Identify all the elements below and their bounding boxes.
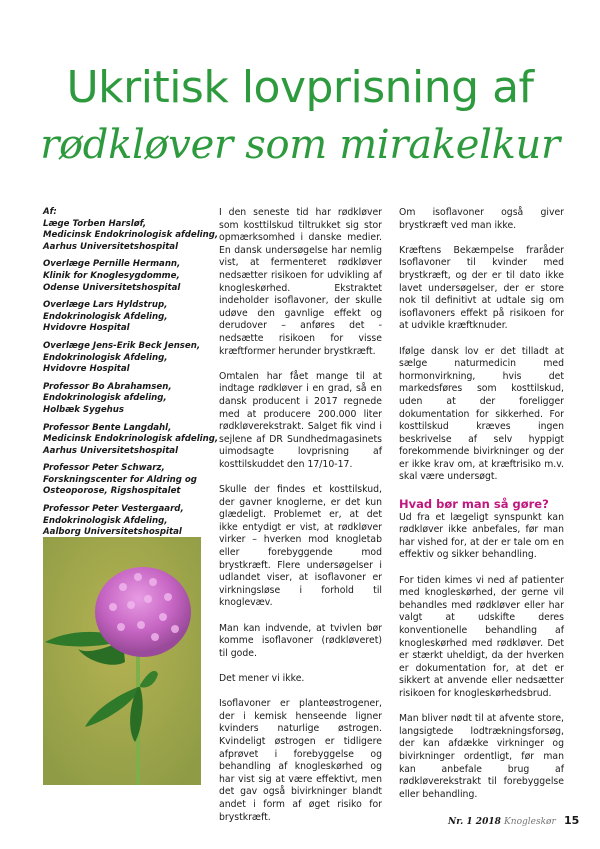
article-column-2 bbox=[219, 207, 382, 837]
red-clover-photo bbox=[43, 537, 201, 785]
author-name: Læge Torben Harsløf, bbox=[43, 218, 147, 229]
author-name: Professor Peter Schwarz, bbox=[43, 463, 165, 474]
paragraph: Ifølge dansk lov er det tilladt at sælge naturmedicin med hormonvirkning, hvis det markedsføres som kosttilskud, uden at der foreligger dokumentation for sikkerhed. For kosttilskud kræves ingen beskrivelse af selv hyppigt forekommende bivirkninger og der er ikke krav om, at kræftrisiko m.v. skal være undersøgt. bbox=[399, 345, 564, 483]
author-entry bbox=[43, 218, 219, 254]
author-dept: Klinik for Knoglesygdomme, bbox=[43, 270, 180, 281]
author-dept: Endokrinologisk Afdeling, bbox=[43, 515, 168, 526]
article-title-line1: Ukritisk lovprisning af bbox=[66, 62, 534, 113]
author-place: Aalborg Universitetshospital bbox=[43, 527, 182, 538]
paragraph: Det mener vi ikke. bbox=[219, 672, 305, 684]
author-dept: Medicinsk Endokrinologisk afdeling, bbox=[43, 434, 219, 445]
author-name: Professor Bo Abrahamsen, bbox=[43, 381, 172, 392]
paragraph: Man kan indvende, at tvivlen bør komme isoflavoner (rødkløveret) til gode. bbox=[219, 622, 382, 659]
author-place: Aarhus Universitetshospital bbox=[43, 445, 179, 456]
author-entry bbox=[43, 382, 203, 417]
author-dept: Endokrinologisk Afdeling, bbox=[43, 352, 168, 363]
author-place: Aarhus Universitetshospital bbox=[43, 241, 179, 252]
author-place: Osteoporose, Rigshospitalet bbox=[43, 486, 181, 497]
author-place: Odense Universitetshospital bbox=[43, 282, 181, 293]
author-entry bbox=[43, 300, 203, 335]
author-name: Overlæge Jens-Erik Beck Jensen, bbox=[43, 340, 201, 351]
paragraph: Omtalen har fået mange til at indtage rødkløver i en grad, så en dansk producent i 2017 regnede med at producere 200.000 liter rødkløverekstrakt. Salget fik vind i sejlene af DR Sundhedmagasinets uimodsagte lovprisning af kosttilskuddet den 17/10-17. bbox=[219, 370, 382, 470]
section-heading: Hvad bør man så gøre? bbox=[399, 496, 549, 511]
paragraph: Man bliver nødt til at afvente store, langsigtede lodtrækningsforsøg, der kan afdække virkninger og bivirkninger ordentligt, før man kan anbefale brug af rødkløverekstrakt til forebyggelse eller behandling. bbox=[399, 713, 564, 800]
author-entry bbox=[43, 422, 219, 458]
magazine-name: Knogleskør bbox=[504, 817, 556, 827]
issue-label: Nr. 1 2018 bbox=[448, 817, 501, 827]
paragraph: I den seneste tid har rødkløver som kosttilskud tiltrukket sig stor opmærksomhed i danske medier. En dansk undersøgelse har nemlig vist, at fermenteret rødkløver nedsætter risikoen for udvikling af knogleskørhed. Ekstraktet indeholder isoflavoner, der skulle udøve den gavnlige effekt og derudover – anføres det - nedsætte risikoen for visse kræftformer herunder brystkræft. bbox=[219, 207, 382, 357]
article-title-line2: rødkløver som mirakelkur bbox=[40, 122, 560, 168]
page-number: 15 bbox=[563, 814, 580, 827]
paragraph: Kræftens Bekæmpelse fraråder Isoflavoner til kvinder med brystkræft, og der er til dato ikke lavet undersøgelser, der er store nok til definitivt at udtale sig om isoflavoners effekt på risikoen for at udvikle kræftknuder. bbox=[399, 244, 564, 332]
author-entry bbox=[43, 341, 203, 376]
paragraph: Skulle der findes et kosttilskud, der gavner knoglerne, er det kun glædeligt. Problemet er, at det ikke entydigt er vist, at rødkløver virker – hverken mod knogletab eller forebyggende mod brystkræft. Flere undersøgelser i udlandet viser, at isoflavoner er virkningsløse i forhold til knoglevæv. bbox=[219, 484, 382, 609]
red-clover-illustration bbox=[43, 537, 201, 785]
author-place: Hvidovre Hospital bbox=[43, 364, 130, 375]
author-dept: Endokrinologisk afdeling, bbox=[43, 393, 167, 404]
article-column-3 bbox=[399, 207, 564, 814]
paragraph: Om isoflavoner også giver brystkræft ved man ikke. bbox=[399, 207, 564, 231]
paragraph: Ud fra et lægeligt synspunkt kan rødkløver ikke anbefales, før man har vished for, at der er tale om en effektiv og sikker behandling. bbox=[399, 511, 564, 561]
author-name: Professor Peter Vestergaard, bbox=[43, 504, 184, 515]
author-dept: Medicinsk Endokrinologisk afdeling, bbox=[43, 230, 219, 241]
author-entry bbox=[43, 463, 203, 498]
author-place: Hvidovre Hospital bbox=[43, 323, 130, 334]
author-entry bbox=[43, 504, 203, 539]
paragraph: Isoflavoner er planteøstrogener, der i kemisk henseende ligner kvinders naturlige østrogen. Kvindeligt østrogen er tidligere afprøvet i forebyggelse og behandling af knogleskørhed og har vist sig at være effektivt, men det gav også bivirkninger blandt andet i form af øget risiko for brystkræft. bbox=[219, 698, 382, 823]
page-footer bbox=[448, 814, 579, 827]
author-entry bbox=[43, 259, 203, 294]
author-place: Holbæk Sygehus bbox=[43, 404, 125, 415]
author-name: Professor Bente Langdahl, bbox=[43, 422, 172, 433]
author-dept: Endokrinologisk Afdeling, bbox=[43, 311, 168, 322]
author-name: Overlæge Pernille Hermann, bbox=[43, 259, 181, 270]
author-dept: Forskningscenter for Aldring og bbox=[43, 474, 197, 485]
author-name: Overlæge Lars Hyldstrup, bbox=[43, 300, 168, 311]
authors-intro: Af: bbox=[43, 207, 57, 217]
authors-column bbox=[43, 207, 219, 545]
paragraph: For tiden kimes vi ned af patienter med knogleskørhed, der gerne vil behandles med rødkløver eller har valgt at udskifte deres konventionelle behandling af knogleskørhed med rødkløver. Det er stærkt uheldigt, da der hverken er dokumentation for, at det er sikkert at anvende eller nedsætter risikoen for knogleskørhedsbrud. bbox=[399, 574, 564, 699]
